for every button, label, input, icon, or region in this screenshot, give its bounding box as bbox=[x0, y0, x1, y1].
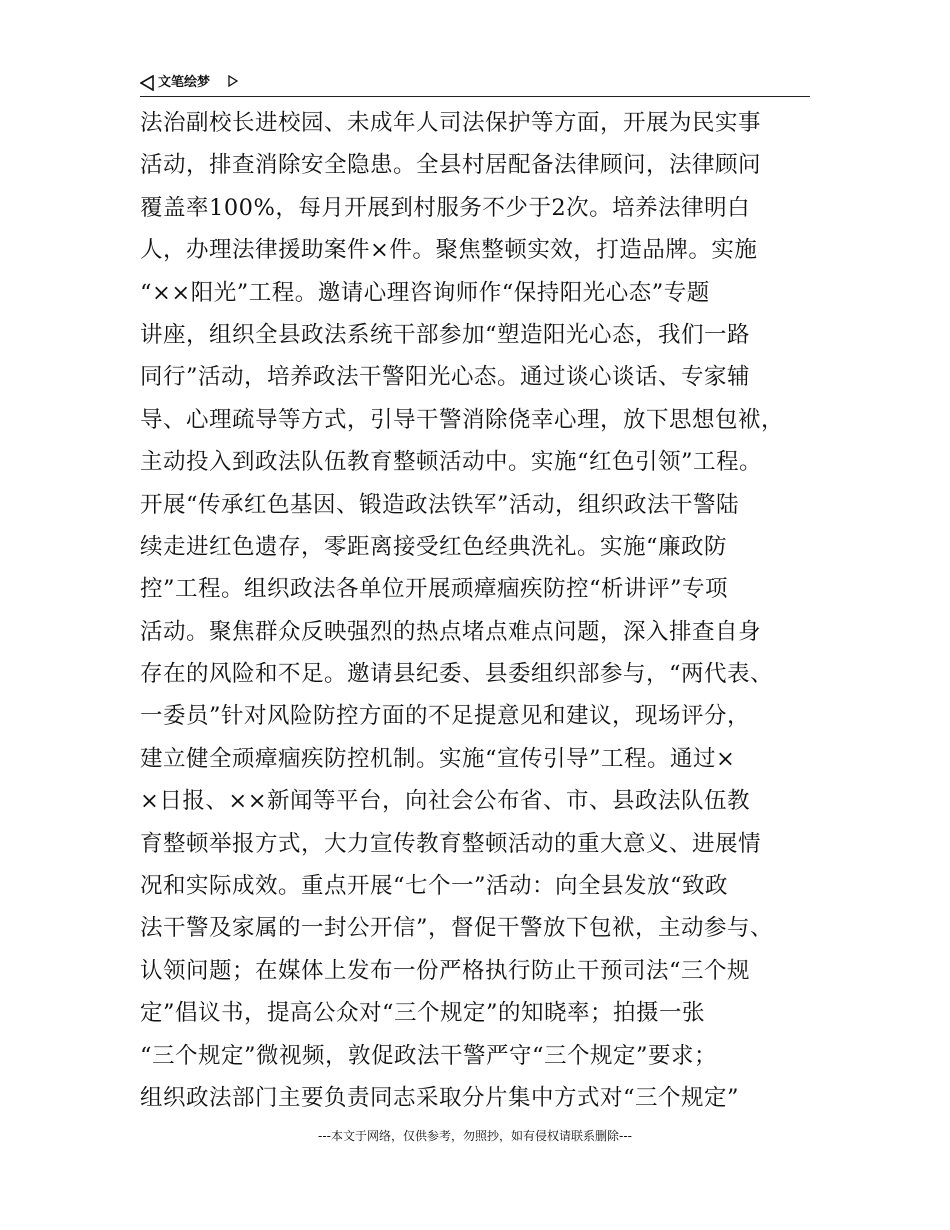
text-line: 讲座，组织全县政法系统干部参加“塑造阳光心态，我们一路 bbox=[140, 321, 751, 348]
page-header bbox=[140, 72, 810, 97]
triangle-left-icon bbox=[140, 75, 154, 91]
text-line: 活动。聚焦群众反映强烈的热点堵点难点问题，深入排查自身 bbox=[140, 618, 762, 645]
text-line: 况和实际成效。重点开展“七个一”活动：向全县发放“致政 bbox=[140, 873, 729, 900]
text-line: 人，办理法律援助案件×件。聚焦整顿实效，打造品牌。实施 bbox=[140, 237, 758, 264]
text-line: 覆盖率100%，每月开展到村服务不少于2次。培养法律明白 bbox=[140, 194, 751, 221]
text-line: 导、心理疏导等方式，引导干警消除侥幸心理，放下思想包袱， bbox=[140, 406, 785, 433]
text-line: 定”倡议书，提高公众对“三个规定”的知晓率；拍摄一张 bbox=[140, 1000, 706, 1027]
text-line: 同行”活动，培养政法干警阳光心态。通过谈心谈话、专家辅 bbox=[140, 364, 751, 391]
text-line: 活动，排查消除安全隐患。全县村居配备法律顾问，法律顾问 bbox=[140, 152, 762, 179]
header-title: 文笔绘梦 bbox=[158, 75, 211, 90]
triangle-right-icon bbox=[228, 75, 238, 87]
text-line: 认领问题；在媒体上发布一份严格执行防止干预司法“三个规 bbox=[140, 957, 751, 984]
document-body bbox=[140, 102, 812, 1119]
text-line: 育整顿举报方式，大力宣传教育整顿活动的重大意义、进展情 bbox=[140, 830, 762, 857]
text-line: 一委员”针对风险防控方面的不足提意见和建议，现场评分， bbox=[140, 703, 751, 730]
text-line: 组织政法部门主要负责同志采取分片集中方式对“三个规定” bbox=[140, 1084, 740, 1111]
text-line: 主动投入到政法队伍教育整顿活动中。实施“红色引领”工程。 bbox=[140, 449, 763, 476]
text-line: 法治副校长进校园、未成年人司法保护等方面，开展为民实事 bbox=[140, 110, 762, 136]
text-line: 控”工程。组织政法各单位开展顽瘴痼疾防控“析讲评”专项 bbox=[140, 576, 729, 603]
text-line: “××阳光”工程。邀请心理咨询师作“保持阳光心态”专题 bbox=[140, 279, 710, 306]
text-line: ×日报、××新闻等平台，向社会公布省、市、县政法队伍教 bbox=[140, 788, 751, 815]
text-line: 续走进红色遗存，零距离接受红色经典洗礼。实施“廉政防 bbox=[140, 533, 728, 560]
text-line: 建立健全顽瘴痼疾防控机制。实施“宣传引导”工程。通过× bbox=[140, 745, 736, 772]
text-line: 存在的风险和不足。邀请县纪委、县委组织部参与，“两代表、 bbox=[140, 661, 774, 688]
text-line: 法干警及家属的一封公开信”，督促干警放下包袱，主动参与、 bbox=[140, 915, 774, 942]
text-line: “三个规定”微视频，敦促政法干警严守“三个规定”要求； bbox=[140, 1042, 718, 1069]
text-line: 开展“传承红色基因、锻造政法铁军”活动，组织政法干警陆 bbox=[140, 491, 740, 518]
page-footer: ---本文于网络，仅供参考，勿照抄，如有侵权请联系删除--- bbox=[318, 1129, 632, 1143]
